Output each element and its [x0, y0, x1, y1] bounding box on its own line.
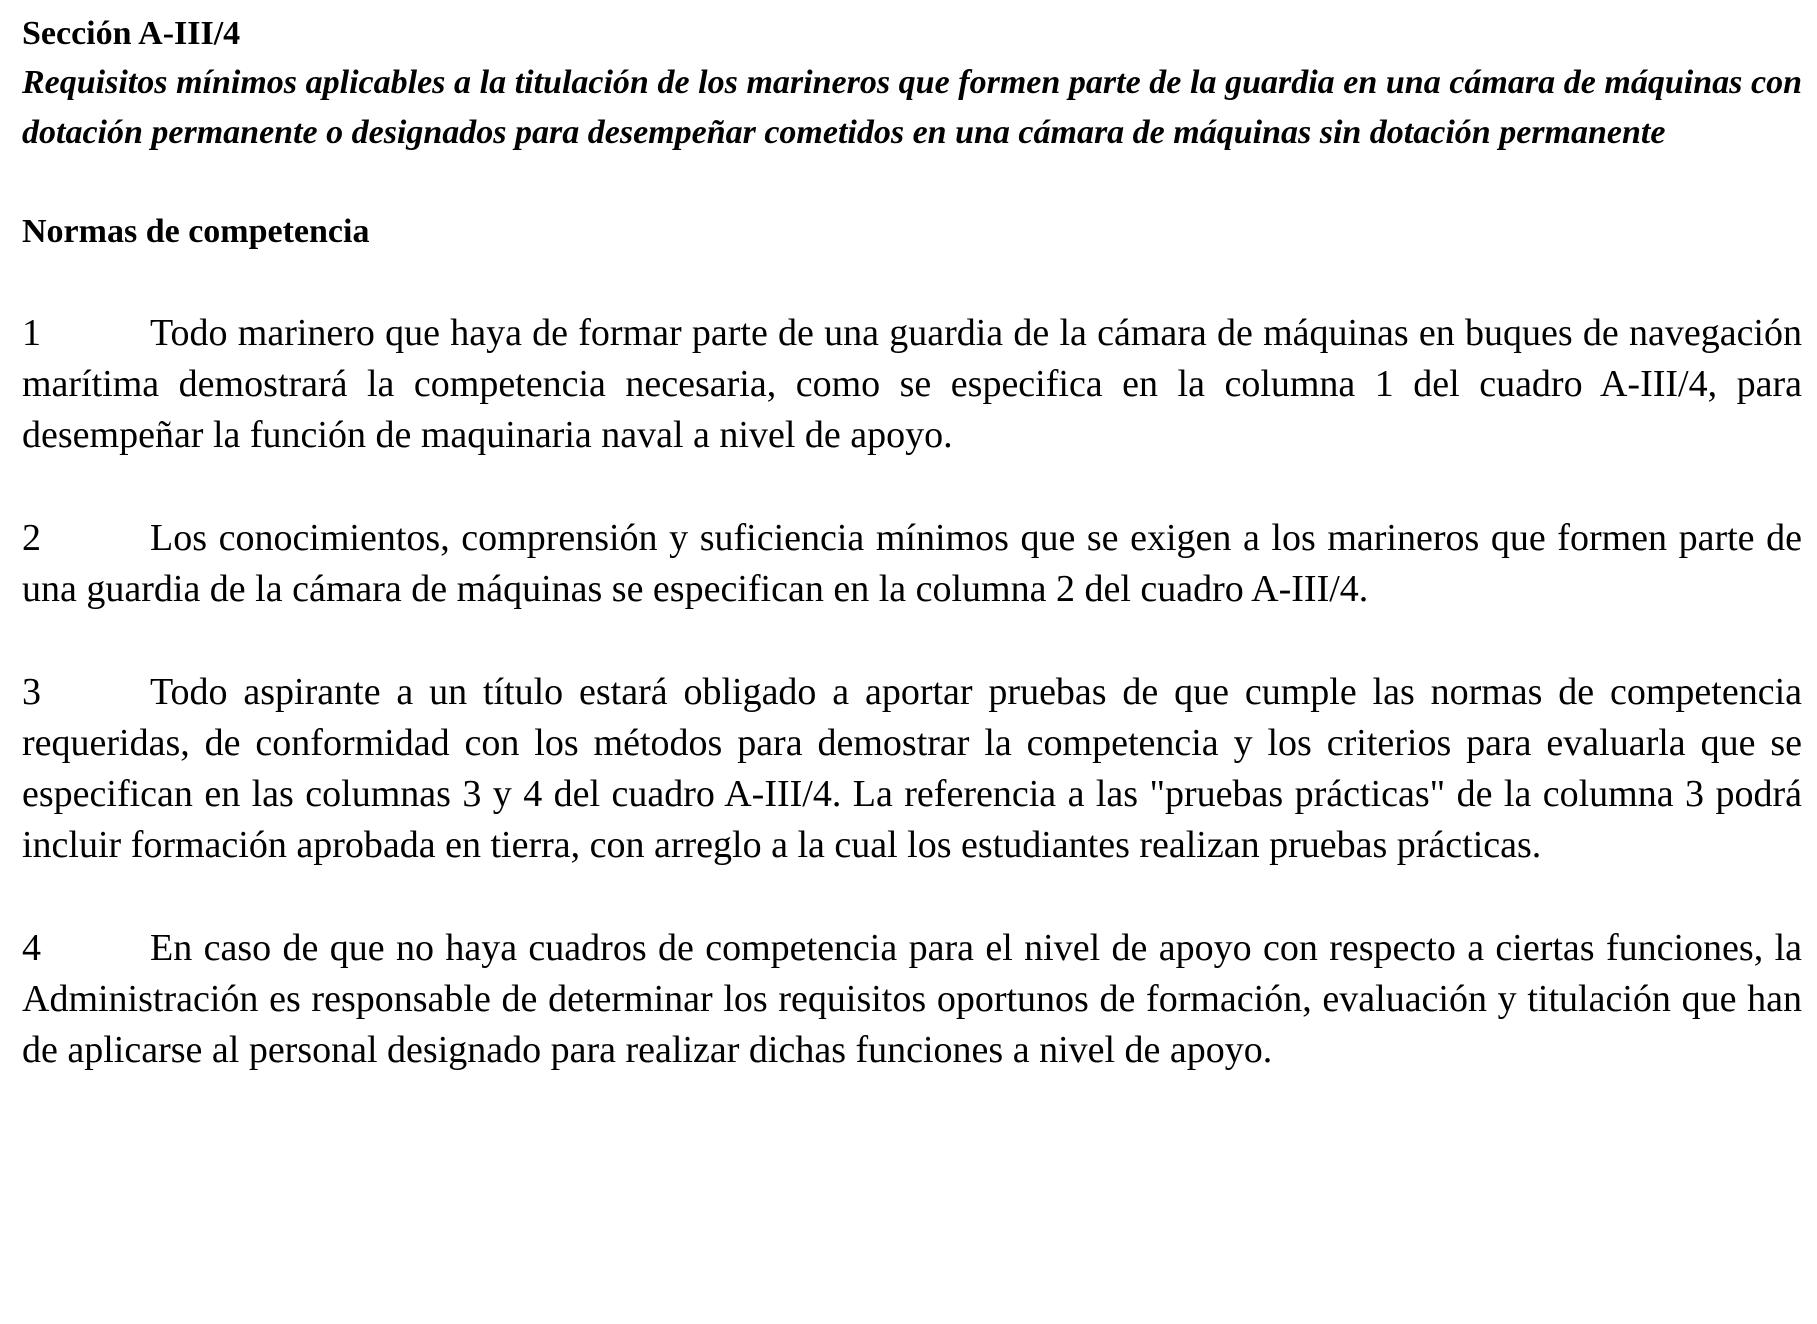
document-page [22, 0, 1802, 1076]
paragraph-text: Los conocimientos, comprensión y suficiencia mínimos que se exigen a los marineros que formen parte de una guardia de la cámara de máquinas se especifican en la columna 2 del cuadro A-III/4. [22, 517, 1802, 610]
paragraph-1 [22, 308, 1802, 461]
paragraph-number: 3 [22, 671, 41, 713]
paragraph-text: Todo marinero que haya de formar parte de una guardia de la cámara de máquinas en buques de navegación marítima demostrará la competencia necesaria, como se especifica en la columna 1 del cuadro A-III/4, para desempeñar la función de maquinaria naval a nivel de apoyo. [22, 312, 1802, 456]
paragraph-4 [22, 923, 1802, 1076]
paragraph-number: 4 [22, 927, 41, 969]
section-subtitle: Requisitos mínimos aplicables a la titulación de los marineros que formen parte de la guardia en una cámara de máquinas con dotación permanente o designados para desempeñar cometidos en una cámara de máquinas sin dotación permanente [22, 64, 1802, 151]
paragraph-2 [22, 513, 1802, 615]
paragraph-text: Todo aspirante a un título estará obligado a aportar pruebas de que cumple las normas de competencia requeridas, de conformidad con los métodos para demostrar la competencia y los criterios para evaluarla que se especifican en las columnas 3 y 4 del cuadro A-III/4. La referencia a las "pruebas prácticas" de la columna 3 podrá incluir formación aprobada en tierra, con arreglo a la cual los estudiantes realizan pruebas prácticas. [22, 671, 1802, 866]
paragraph-number: 2 [22, 517, 41, 559]
paragraph-number: 1 [22, 312, 41, 354]
section-title: Sección A-III/4 [22, 15, 241, 52]
paragraph-3 [22, 667, 1802, 871]
competence-heading: Normas de competencia [22, 213, 370, 250]
paragraph-text: En caso de que no haya cuadros de competencia para el nivel de apoyo con respecto a ciertas funciones, la Administración es responsable de determinar los requisitos oportunos de formación, evaluación y titulación que han de aplicarse al personal designado para realizar dichas funciones a nivel de apoyo. [22, 927, 1802, 1071]
